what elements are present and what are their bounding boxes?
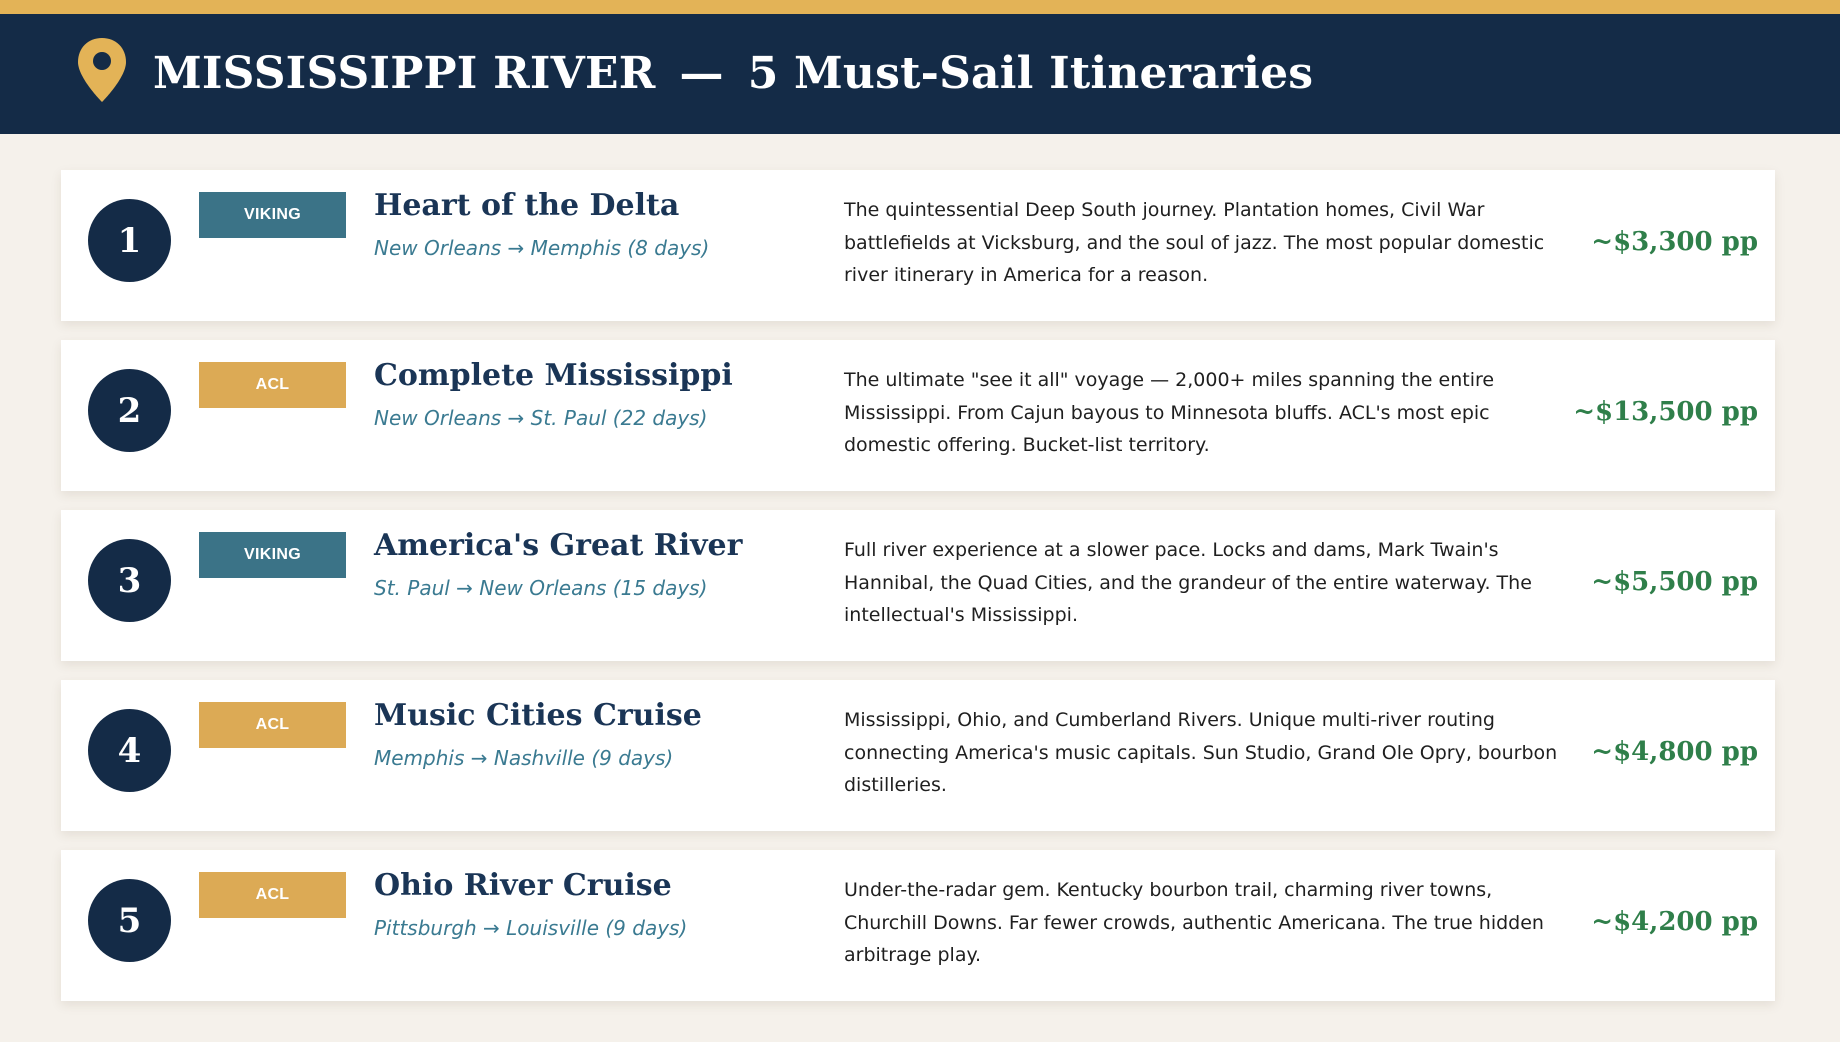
itinerary-route: St. Paul → New Orleans (15 days) xyxy=(374,576,708,600)
page-title xyxy=(153,44,1313,104)
itinerary-title: Heart of the Delta xyxy=(374,188,680,223)
itinerary-description: The ultimate "see it all" voyage — 2,000+ miles spanning the entire Mississippi. From Cajun bayous to Minnesota bluffs. ACL's most epic domestic offering. Bucket-list territory. xyxy=(844,369,1495,456)
rank-badge: 3 xyxy=(88,539,171,622)
page-header xyxy=(0,14,1840,134)
title-subtitle: 5 Must-Sail Itineraries xyxy=(747,48,1314,99)
itinerary-card xyxy=(61,850,1775,1001)
map-pin-icon xyxy=(75,36,129,104)
rank-badge: 4 xyxy=(88,709,171,792)
itinerary-price: ~$4,200 pp xyxy=(1591,907,1758,937)
itinerary-route: Pittsburgh → Louisville (9 days) xyxy=(374,916,688,940)
itinerary-title: America's Great River xyxy=(374,528,743,563)
cruise-line-tag: ACL xyxy=(199,362,346,408)
cruise-line-tag: ACL xyxy=(199,872,346,918)
itinerary-description: Full river experience at a slower pace. Locks and dams, Mark Twain's Hannibal, the Quad Cities, and the grandeur of the entire waterway. The intellectual's Mississippi. xyxy=(844,539,1532,626)
itinerary-card xyxy=(61,340,1775,491)
accent-stripe xyxy=(0,0,1840,14)
itinerary-price: ~$13,500 pp xyxy=(1573,397,1758,427)
itinerary-title: Music Cities Cruise xyxy=(374,698,702,733)
itinerary-price: ~$3,300 pp xyxy=(1591,227,1758,257)
itinerary-route: Memphis → Nashville (9 days) xyxy=(374,746,674,770)
rank-badge: 5 xyxy=(88,879,171,962)
itinerary-price: ~$5,500 pp xyxy=(1591,567,1758,597)
itinerary-price: ~$4,800 pp xyxy=(1591,737,1758,767)
itinerary-description: Under-the-radar gem. Kentucky bourbon trail, charming river towns, Churchill Downs. Far fewer crowds, authentic Americana. The true hidden arbitrage play. xyxy=(844,879,1544,966)
itinerary-route: New Orleans → St. Paul (22 days) xyxy=(374,406,708,430)
cruise-line-tag: VIKING xyxy=(199,532,346,578)
itinerary-card xyxy=(61,680,1775,831)
itinerary-card xyxy=(61,170,1775,321)
itinerary-route: New Orleans → Memphis (8 days) xyxy=(374,236,710,260)
itinerary-description: Mississippi, Ohio, and Cumberland Rivers. Unique multi-river routing connecting America's music capitals. Sun Studio, Grand Ole Opry, bourbon distilleries. xyxy=(844,709,1558,796)
title-dash: — xyxy=(679,48,724,99)
itinerary-title: Complete Mississippi xyxy=(374,358,733,393)
itinerary-title: Ohio River Cruise xyxy=(374,868,672,903)
rank-badge: 2 xyxy=(88,369,171,452)
itinerary-description: The quintessential Deep South journey. Plantation homes, Civil War battlefields at Vicksburg, and the soul of jazz. The most popular domestic river itinerary in America for a reason. xyxy=(844,199,1545,286)
cruise-line-tag: ACL xyxy=(199,702,346,748)
title-river: MISSISSIPPI RIVER xyxy=(153,48,656,99)
itinerary-list xyxy=(61,170,1775,1020)
cruise-line-tag: VIKING xyxy=(199,192,346,238)
itinerary-card xyxy=(61,510,1775,661)
rank-badge: 1 xyxy=(88,199,171,282)
